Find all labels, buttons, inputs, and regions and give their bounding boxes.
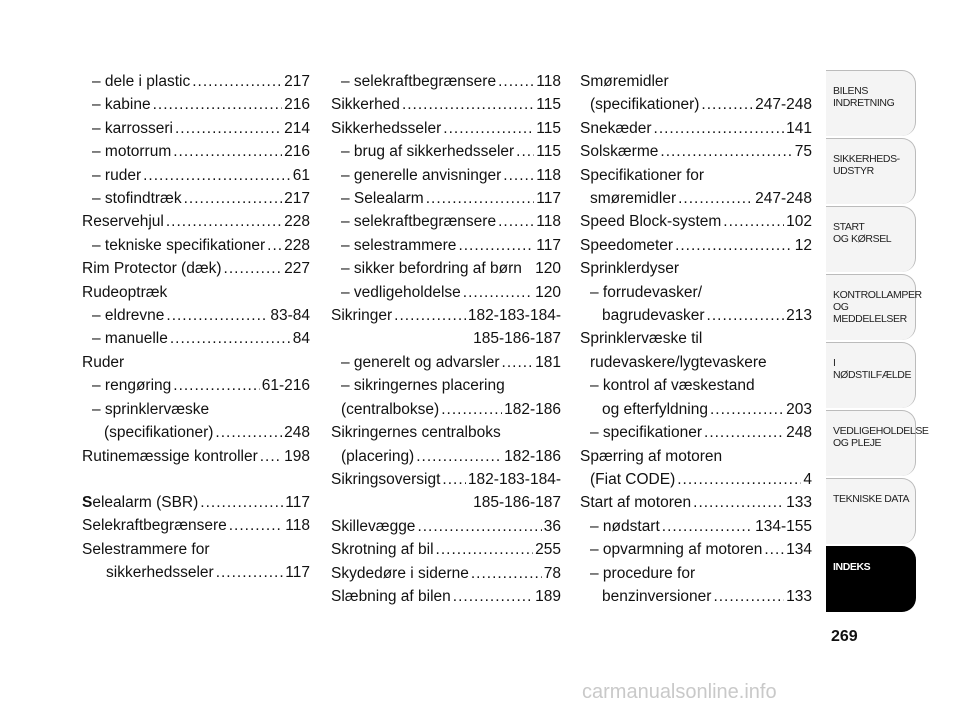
index-entry <box>580 117 812 140</box>
section-tab <box>826 138 916 204</box>
index-entry <box>331 421 561 444</box>
index-entry <box>580 538 812 561</box>
page-reference: 228 <box>284 236 310 254</box>
index-term: Selekraftbegrænsere <box>82 517 227 535</box>
tab-label-line-2: OG MEDDELELSER <box>833 301 907 325</box>
index-term: Speed Block-system <box>580 213 722 231</box>
index-entry <box>82 561 310 584</box>
page-reference: 118 <box>285 517 310 535</box>
tab-label-line-2: OG KØRSEL <box>833 233 892 245</box>
index-entry <box>331 117 561 140</box>
leader-dots <box>463 281 533 304</box>
index-entry <box>580 398 812 421</box>
page-reference: 115 <box>536 143 561 161</box>
leader-dots <box>260 445 282 468</box>
tab-label-line-1: TEKNISKE DATA <box>833 493 910 505</box>
index-entry <box>331 491 561 514</box>
index-entry <box>82 374 310 397</box>
tab-label-line-1: BILENS <box>833 85 868 97</box>
index-entry <box>331 327 561 350</box>
index-term: Selealarm (SBR) <box>82 493 199 511</box>
page-reference: 134-155 <box>755 517 812 535</box>
index-entry <box>82 164 310 187</box>
index-entry <box>580 468 812 491</box>
page-reference: 61-216 <box>261 377 310 395</box>
index-entry <box>82 304 310 327</box>
section-tab <box>826 546 916 612</box>
page-reference: 217 <box>284 190 310 208</box>
leader-dots <box>192 70 282 93</box>
index-entry <box>331 257 561 280</box>
index-term: Smøremidler <box>580 73 669 90</box>
page-reference: 247-248 <box>755 96 812 114</box>
leader-dots <box>442 468 466 491</box>
index-term: Sikringsoversigt <box>331 470 441 488</box>
index-column-2 <box>331 70 561 608</box>
index-entry <box>331 515 561 538</box>
index-entry <box>82 538 310 561</box>
page-reference: 255 <box>535 541 561 559</box>
leader-dots <box>443 117 534 140</box>
index-term: Snekæder <box>580 119 652 137</box>
index-term: smøremidler <box>590 190 677 208</box>
tab-label-line-1: KONTROLLAMPER <box>833 289 922 301</box>
page-reference: 189 <box>535 587 561 605</box>
page-reference: 78 <box>543 564 561 582</box>
index-entry <box>331 538 561 561</box>
index-term: – specifikationer <box>590 424 703 442</box>
tab-label-line-1: START <box>833 221 865 233</box>
leader-dots <box>453 585 533 608</box>
index-term: rudevaskere/lygtevaskere <box>590 353 767 371</box>
page-reference: 248 <box>786 424 812 442</box>
leader-dots <box>153 93 283 116</box>
index-term: – procedure for <box>590 564 696 582</box>
index-term: bagrudevasker <box>602 307 705 325</box>
index-entry <box>82 210 310 233</box>
index-entry <box>580 327 812 350</box>
index-entry <box>331 468 561 491</box>
page-reference: 118 <box>536 73 561 90</box>
index-entry <box>580 562 812 585</box>
index-term: (placering) <box>341 447 415 465</box>
index-entry <box>331 140 561 163</box>
leader-dots <box>503 164 534 187</box>
index-entry <box>82 445 310 468</box>
index-term: benzinversioner <box>602 587 712 605</box>
page-reference: 115 <box>536 119 561 137</box>
leader-dots <box>693 491 784 514</box>
index-entry <box>82 70 310 93</box>
index-entry <box>331 210 561 233</box>
leader-dots <box>713 585 784 608</box>
leader-dots <box>166 304 268 327</box>
tab-label-line-2: OG PLEJE <box>833 437 882 449</box>
index-term: – generelt og advarsler <box>341 353 500 371</box>
index-entry <box>82 187 310 210</box>
page-reference: 181 <box>535 353 561 371</box>
page-reference: 227 <box>284 260 310 278</box>
index-term: – opvarmning af motoren <box>590 541 763 559</box>
index-entry <box>331 351 561 374</box>
page-reference: 4 <box>803 470 812 488</box>
index-entry <box>580 187 812 210</box>
index-entry <box>580 70 812 93</box>
index-entry <box>580 445 812 468</box>
leader-dots <box>229 514 284 537</box>
leader-dots <box>215 421 282 444</box>
index-term: Slæbning af bilen <box>331 587 451 605</box>
index-entry <box>331 445 561 468</box>
index-term: Rim Protector (dæk) <box>82 260 222 278</box>
index-entry <box>580 374 812 397</box>
page-reference: 216 <box>284 143 310 161</box>
index-entry <box>331 93 561 116</box>
index-column-3 <box>580 70 812 608</box>
index-entry <box>331 164 561 187</box>
index-term: sikkerhedsseler <box>106 564 214 582</box>
index-term: og efterfyldning <box>602 400 708 418</box>
page-reference: 115 <box>536 96 561 114</box>
index-term: (specifikationer) <box>590 96 700 114</box>
page-reference: 118 <box>536 213 561 231</box>
index-term: – selekraftbegrænsere <box>341 213 497 231</box>
section-tab <box>826 274 922 340</box>
spacer <box>82 468 310 491</box>
index-term: Ruder <box>82 353 125 371</box>
index-term: – forrudevasker/ <box>590 283 702 301</box>
index-entry <box>580 585 812 608</box>
index-entry <box>580 515 812 538</box>
leader-dots <box>426 187 535 210</box>
index-term: – Selealarm <box>341 190 424 208</box>
index-entry <box>82 234 310 257</box>
index-entry <box>331 562 561 585</box>
index-term: – kabine <box>92 96 151 114</box>
index-term: Skydedøre i siderne <box>331 564 469 582</box>
index-term: – sprinklervæske <box>92 400 210 418</box>
leader-dots <box>416 445 502 468</box>
section-tab <box>826 206 916 272</box>
page-reference: 214 <box>284 119 310 137</box>
index-entry <box>82 257 310 280</box>
page-reference: 117 <box>285 564 310 582</box>
tab-label-line-2: INDRETNING <box>833 97 895 109</box>
index-term: – brug af sikkerhedsseler <box>341 143 515 161</box>
page-number: 269 <box>831 628 858 645</box>
index-term: (Fiat CODE) <box>590 470 676 488</box>
index-entry <box>82 93 310 116</box>
index-entry <box>331 304 561 327</box>
index-term: Solskærme <box>580 143 659 161</box>
page-reference: 203 <box>786 400 812 418</box>
tab-label-line-1: SIKKERHEDS- <box>833 153 900 165</box>
leader-dots <box>675 234 793 257</box>
leader-dots <box>677 468 801 491</box>
index-entry <box>82 281 310 304</box>
page-reference: 117 <box>285 493 310 511</box>
index-entry <box>82 491 310 514</box>
leader-dots <box>224 257 283 280</box>
index-term: – selestrammere <box>341 236 457 254</box>
leader-dots <box>723 210 784 233</box>
page-reference: 213 <box>786 307 812 325</box>
index-term: – stofindtræk <box>92 190 182 208</box>
leader-dots <box>678 187 753 210</box>
index-term: – tekniske specifikationer <box>92 236 266 254</box>
index-term: Speedometer <box>580 236 674 254</box>
index-entry <box>82 327 310 350</box>
leader-dots <box>704 421 784 444</box>
tab-label-line-1: VEDLIGEHOLDELSE <box>833 425 929 437</box>
index-term: – eldrevne <box>92 307 165 325</box>
leader-dots <box>710 398 784 421</box>
leader-dots <box>516 140 534 163</box>
leader-dots <box>701 93 753 116</box>
index-term: 185-186-187 <box>473 494 561 512</box>
index-term: – motorrum <box>92 143 172 161</box>
index-term: – sikringernes placering <box>341 377 505 395</box>
page-reference: 182-183-184- <box>467 470 561 488</box>
page-reference: 133 <box>786 494 812 512</box>
tab-label-line-1: I NØDSTILFÆLDE <box>833 357 912 381</box>
index-term: Specifikationer for <box>580 166 705 184</box>
leader-dots <box>660 140 792 163</box>
index-entry <box>580 210 812 233</box>
index-term: – dele i plastic <box>92 73 191 90</box>
index-term: Sikringer <box>331 307 393 325</box>
index-entry <box>580 351 812 374</box>
page-reference: 36 <box>543 517 561 535</box>
page-reference: 102 <box>786 213 812 231</box>
index-entry <box>82 398 310 421</box>
page-reference: 120 <box>535 260 561 278</box>
index-term: Sikringernes centralboks <box>331 424 501 442</box>
index-entry <box>82 351 310 374</box>
leader-dots <box>402 93 534 116</box>
index-term: – kontrol af væskestand <box>590 377 755 395</box>
index-term: Sikkerhed <box>331 96 400 114</box>
index-term: Reservehjul <box>82 213 164 231</box>
index-entry <box>580 257 812 280</box>
index-column-1 <box>82 70 310 585</box>
index-term: Skrotning af bil <box>331 541 434 559</box>
leader-dots <box>173 374 259 397</box>
tab-label-line-1: INDEKS <box>833 561 871 573</box>
index-entry <box>331 398 561 421</box>
page-reference: 182-186 <box>504 447 561 465</box>
leader-dots <box>184 187 283 210</box>
index-entry <box>82 421 310 444</box>
index-term: – generelle anvisninger <box>341 166 502 184</box>
page-reference: 248 <box>284 424 310 442</box>
index-entry <box>331 585 561 608</box>
leader-dots <box>166 210 282 233</box>
page-reference: 83-84 <box>270 307 310 325</box>
leader-dots <box>417 515 541 538</box>
page-reference: 117 <box>536 190 561 208</box>
leader-dots <box>394 304 466 327</box>
page-reference: 217 <box>284 73 310 90</box>
page-reference: 118 <box>536 166 561 184</box>
page-reference: 117 <box>536 236 561 254</box>
index-entry <box>580 234 812 257</box>
page-reference: 198 <box>284 447 310 465</box>
leader-dots <box>458 234 534 257</box>
leader-dots <box>200 491 283 514</box>
page-reference: 216 <box>284 96 310 114</box>
leader-dots <box>436 538 534 561</box>
index-entry <box>580 421 812 444</box>
index-entry <box>580 491 812 514</box>
page-reference: 120 <box>535 283 561 301</box>
index-term: Sprinklerdyser <box>580 260 680 278</box>
leader-dots <box>170 327 291 350</box>
index-term: – nødstart <box>590 517 660 535</box>
watermark: carmanualsonline.info <box>582 681 777 703</box>
index-term: Sikkerhedsseler <box>331 119 442 137</box>
leader-dots <box>173 140 282 163</box>
index-entry <box>580 140 812 163</box>
section-tab <box>826 70 916 136</box>
index-term: Sprinklervæske til <box>580 330 703 348</box>
page-reference: 228 <box>284 213 310 231</box>
page-reference: 61 <box>292 166 310 184</box>
page-reference: 75 <box>794 143 812 161</box>
page-reference: 12 <box>794 236 812 254</box>
index-entry <box>580 304 812 327</box>
leader-dots <box>662 515 753 538</box>
leader-dots <box>143 164 291 187</box>
page-reference: 133 <box>786 587 812 605</box>
index-term: (centralbokse) <box>341 400 440 418</box>
index-term: – sikker befordring af børn <box>341 260 522 278</box>
index-term: – karrosseri <box>92 119 173 137</box>
index-entry <box>580 281 812 304</box>
leader-dots <box>654 117 785 140</box>
leader-dots <box>502 351 534 374</box>
index-entry <box>331 374 561 397</box>
index-term: – rengøring <box>92 377 172 395</box>
leader-dots <box>498 70 534 93</box>
leader-dots <box>498 210 534 233</box>
section-tab <box>826 410 929 476</box>
leader-dots <box>267 234 282 257</box>
tab-label-line-2: UDSTYR <box>833 165 874 177</box>
index-term: – manuelle <box>92 330 168 348</box>
index-entry <box>331 234 561 257</box>
index-term: Rudeoptræk <box>82 283 168 301</box>
index-entry <box>331 70 561 93</box>
page-reference: 134 <box>786 541 812 559</box>
page-reference: 182-183-184- <box>467 307 561 325</box>
index-entry <box>331 281 561 304</box>
leader-dots <box>764 538 784 561</box>
leader-dots <box>441 398 502 421</box>
index-term: Start af motoren <box>580 494 692 512</box>
page-reference: 141 <box>786 119 812 137</box>
page-reference: 182-186 <box>504 400 561 418</box>
index-term: (specifikationer) <box>104 424 214 442</box>
index-term: Rutinemæssige kontroller <box>82 447 258 465</box>
index-term: – vedligeholdelse <box>341 283 461 301</box>
index-entry <box>82 140 310 163</box>
page-reference: 247-248 <box>755 190 812 208</box>
section-tab <box>826 478 916 544</box>
index-term: Spærring af motoren <box>580 447 723 465</box>
section-tabs <box>826 70 929 614</box>
section-tab <box>826 342 916 408</box>
index-term: – ruder <box>92 166 142 184</box>
index-term: 185-186-187 <box>473 330 561 348</box>
index-entry <box>580 93 812 116</box>
leader-dots <box>707 304 785 327</box>
index-term: – selekraftbegrænsere <box>341 73 497 90</box>
index-entry <box>82 514 310 537</box>
index-term: Selestrammere for <box>82 540 210 558</box>
index-entry <box>331 187 561 210</box>
leader-dots <box>216 561 284 584</box>
index-term: Skillevægge <box>331 517 416 535</box>
page-reference: 84 <box>292 330 310 348</box>
leader-dots <box>175 117 282 140</box>
leader-dots <box>471 562 542 585</box>
index-entry <box>82 117 310 140</box>
index-entry <box>580 164 812 187</box>
